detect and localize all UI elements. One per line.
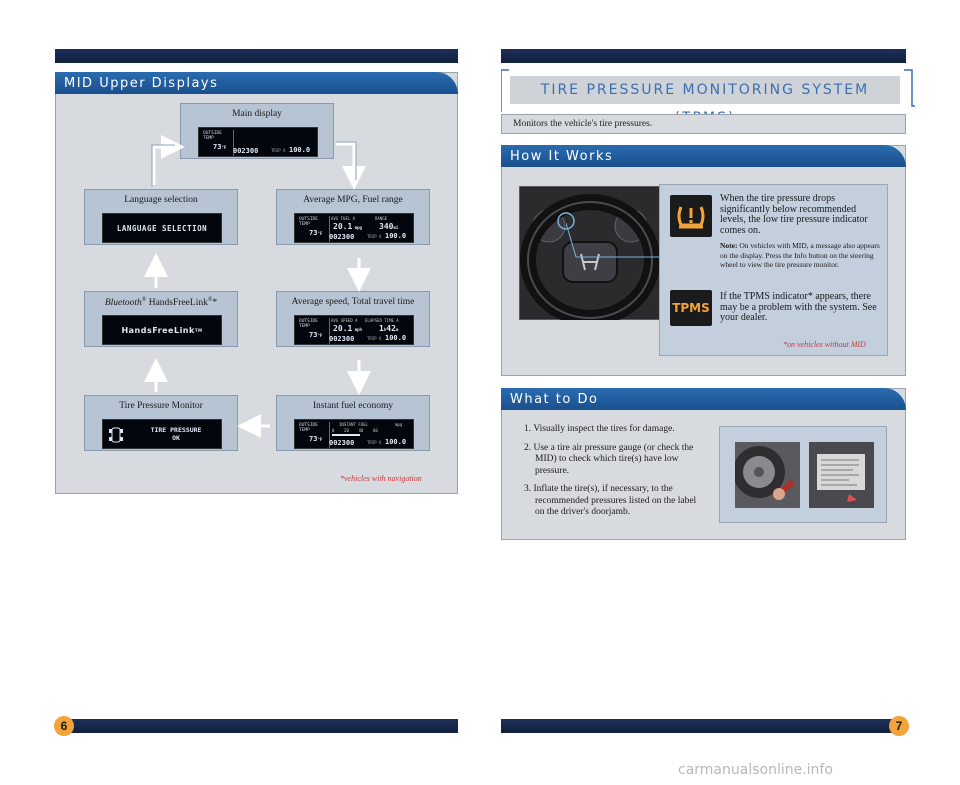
tire-pressure-screen-text: TIRE PRESSURE OK bbox=[150, 426, 202, 442]
box-label: Tire Pressure Monitor bbox=[119, 401, 203, 411]
elapsed-time-label: ELAPSED TIME A bbox=[365, 318, 399, 323]
flow-arrows bbox=[55, 72, 458, 494]
temp-value: 73°F bbox=[213, 143, 227, 151]
callout-line bbox=[566, 215, 666, 265]
top-bar-left bbox=[55, 49, 458, 63]
box-label: Bluetooth® HandsFreeLink®* bbox=[104, 297, 218, 309]
list-item: 2. Use a tire air pressure gauge (or check the MID) to check which tire(s) have low pressure. bbox=[524, 442, 694, 476]
low-tire-pressure-indicator-icon bbox=[670, 195, 712, 237]
how-it-works-title: How It Works bbox=[510, 148, 614, 164]
avg-speed-label: AVG SPEED A bbox=[331, 318, 358, 323]
instant-fuel-label: INSTANT FUEL bbox=[339, 422, 368, 427]
box-label: Average MPG, Fuel range bbox=[303, 195, 403, 205]
what-to-do-heading bbox=[501, 388, 906, 410]
odometer: 002300 bbox=[329, 439, 355, 447]
temp-value: 73°F bbox=[309, 435, 323, 443]
instant-fuel-unit: mpg bbox=[395, 422, 403, 427]
outside-temp-label: OUTSIDE TEMP bbox=[203, 131, 222, 141]
elapsed-time-value: 1h42m bbox=[379, 324, 399, 333]
watermark: carmanualsonline.info bbox=[678, 762, 833, 778]
trip-label: TRIP A bbox=[367, 336, 382, 341]
odometer: 002300 bbox=[329, 233, 355, 241]
trip-label: TRIP A bbox=[367, 234, 382, 239]
outside-temp-label: OUTSIDE TEMP bbox=[299, 217, 318, 227]
odometer: 002300 bbox=[233, 147, 259, 155]
trip-label: TRIP A bbox=[367, 440, 382, 445]
range-value: 340mi bbox=[379, 222, 399, 231]
inspection-images-box bbox=[719, 426, 887, 523]
range-label: RANGE bbox=[375, 216, 388, 221]
tpms-indicator-icon: TPMS bbox=[670, 290, 712, 326]
box-label: Average speed, Total travel time bbox=[291, 297, 415, 307]
bottom-bar-right bbox=[501, 719, 896, 733]
handsfreelink-screen-text: HandsFreeLink TM bbox=[121, 325, 203, 335]
box-label: Instant fuel economy bbox=[312, 401, 394, 411]
page-number-right: 7 bbox=[889, 716, 909, 736]
outside-temp-label: OUTSIDE TEMP bbox=[299, 423, 318, 433]
tpms-description: When the tire pressure drops significantly below recommended levels, the low tire pressure indicator comes on. bbox=[720, 193, 868, 236]
temp-value: 73°F bbox=[309, 229, 323, 237]
trip-value: 100.0 bbox=[289, 146, 311, 154]
box-label: Language selection bbox=[124, 195, 198, 205]
instant-fuel-scale: 0 20 40 60 bbox=[332, 428, 378, 433]
page-number-left: 6 bbox=[54, 716, 74, 736]
temp-value: 73°F bbox=[309, 331, 323, 339]
trip-value: 100.0 bbox=[385, 334, 407, 342]
outside-temp-label: OUTSIDE TEMP bbox=[299, 319, 318, 329]
left-footnote: *vehicles with navigation bbox=[340, 474, 422, 483]
avg-fuel-value: 20.1 mpg bbox=[333, 222, 362, 231]
box-label: Main display bbox=[232, 109, 282, 119]
tpms-subtitle: Monitors the vehicle's tire pressures. bbox=[501, 114, 906, 134]
list-item: 1. Visually inspect the tires for damage. bbox=[524, 424, 675, 434]
avg-fuel-label: AVG FUEL A bbox=[331, 216, 356, 221]
list-item: 3. Inflate the tire(s), if necessary, to the recommended pressures listed on the label on the driver's doorjamb. bbox=[524, 484, 697, 517]
tpms-title: TIRE PRESSURE MONITORING SYSTEM bbox=[510, 76, 900, 104]
right-footnote: *on vehicles without MID bbox=[783, 340, 866, 349]
what-to-do-title: What to Do bbox=[510, 391, 599, 407]
odometer: 002300 bbox=[329, 335, 355, 343]
trip-label: TRIP A bbox=[271, 148, 286, 153]
section-title: MID Upper Displays bbox=[64, 75, 219, 91]
language-screen-text: LANGUAGE SELECTION bbox=[116, 223, 208, 233]
avg-speed-value: 20.1 mph bbox=[333, 324, 362, 333]
bottom-bar-left bbox=[64, 719, 458, 733]
tire-gauge-photo bbox=[735, 442, 800, 508]
tpms-note: Note: On vehicles with MID, a message also appears on the display. Press the Info button on the steering wheel to view the tire pressure monitor. bbox=[720, 241, 880, 269]
doorjamb-label-photo bbox=[809, 442, 874, 508]
how-it-works-heading bbox=[501, 145, 906, 167]
top-bar-right bbox=[501, 49, 906, 63]
what-to-do-steps bbox=[520, 424, 706, 526]
tpms-indicator-description: If the TPMS indicator* appears, there may be a problem with the system. See your dealer. bbox=[720, 291, 877, 323]
trip-value: 100.0 bbox=[385, 232, 407, 240]
trip-value: 100.0 bbox=[385, 438, 407, 446]
